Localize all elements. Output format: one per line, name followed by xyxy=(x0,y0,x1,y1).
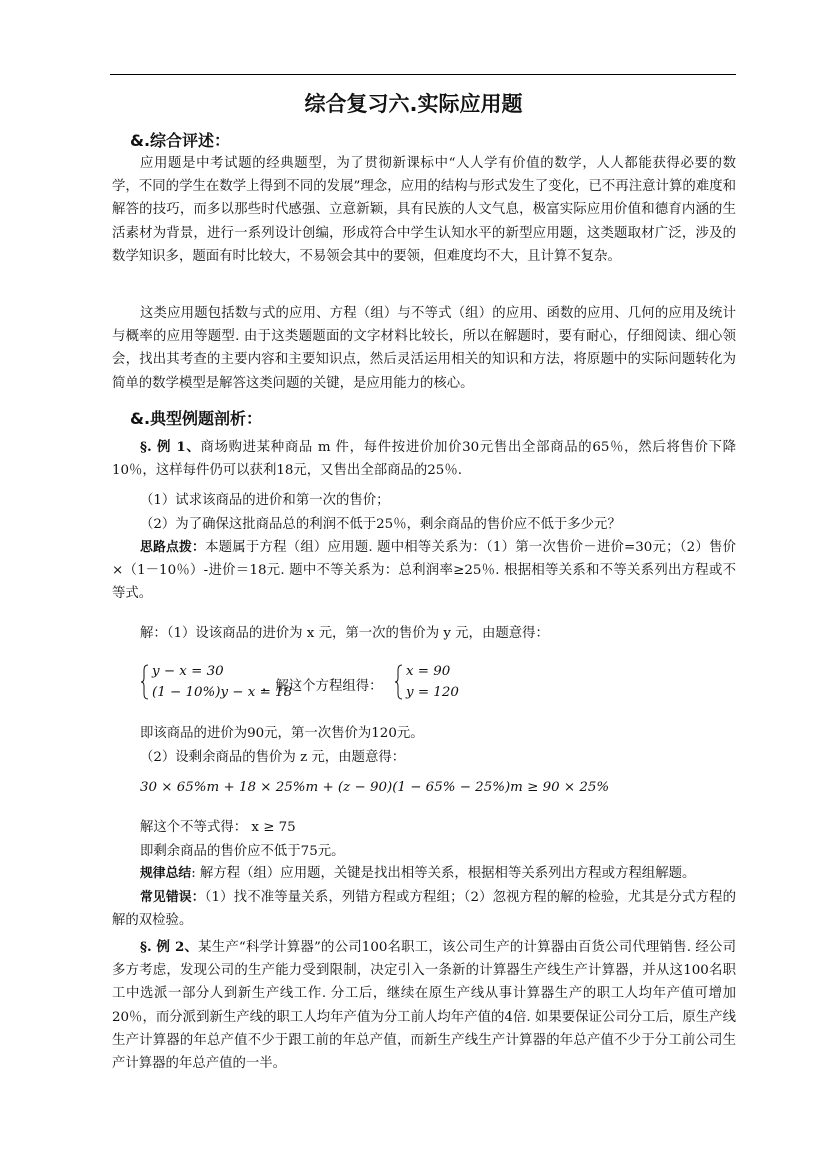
paragraph-overview-2: 这类应用题包括数与式的应用、方程（组）与不等式（组）的应用、函数的应用、几何的应用及统计与概率的应用等题型. 由于这类题题面的文字材料比较长，所以在解题时，要有耐心，仔细阅读、细心领会，找出其考查的主要内容和主要知识点，然后灵活运用相关的知识和方法，将原题中的实际问题转化为简单的数学模型是解答这类问题的关键，是应用能力的核心。 xyxy=(112,306,736,391)
system-1-equation-b: (1 − 10%)y − x = 18 xyxy=(152,685,293,700)
header-rule xyxy=(110,74,736,75)
rule-text: : 解方程（组）应用题，关键是找出相等关系，根据相等关系列出方程或方程组解题。 xyxy=(191,866,696,881)
paragraph-overview-1: 应用题是中考试题的经典题型，为了贯彻新课标中“人人学有价值的数学，人人都能获得必要的数学，不同的学生在数学上得到不同的发展”理念，应用的结构与形式发生了变化，已不再注意计算的难度和解答的技巧，而多以那些时代感强、立意新颖，具有民族的人文气息，极富实际应用价值和德育内涵的生活素材为背景，进行一系列设计创编，形成符合中学生认知水平的新型应用题，这类题取材广泛，涉及的数学知识多，题面有时比较大，不易领会其中的要领，但难度均不大，且计算不复杂。 xyxy=(112,156,736,264)
section-heading-overview: &.综合评述： xyxy=(130,131,231,150)
system-1-equation-a: y − x = 30 xyxy=(152,664,224,679)
example-1-question-1: （1）试求该商品的进价和第一次的售价； xyxy=(140,493,390,508)
common-errors xyxy=(112,886,736,932)
solution-line-3: （2）设剩余商品的售价为 z 元，由题意得： xyxy=(140,750,406,765)
rule-label: 规律总结 xyxy=(140,866,192,881)
left-brace-icon xyxy=(140,664,150,700)
hint-paragraph xyxy=(112,536,736,606)
solution-line-5: 即剩余商品的售价应不低于75元。 xyxy=(140,844,345,859)
errors-text: （1）找不准等量关系，列错方程或方程组；（2）忽视方程的解的检验，尤其是分式方程的解的双检验。 xyxy=(112,890,737,929)
page-title: 综合复习六.实际应用题 xyxy=(304,92,523,116)
errors-label: 常见错误： xyxy=(140,890,205,905)
hint-text: 本题属于方程（组）应用题. 题中相等关系为：（1）第一次售价－进价=30元；（2）售价×（1－10％）-进价＝18元. 题中不等关系为：总利润率≥25％. 根据相等关系和不等关系列出方程或不等式。 xyxy=(112,540,736,602)
example-1-statement xyxy=(112,436,736,482)
system-solve-text: ，解这个方程组得： xyxy=(262,679,383,694)
rule-summary xyxy=(112,862,736,885)
system-2-equation-b: y = 120 xyxy=(406,685,459,700)
example-2-label: §. 例 2、 xyxy=(140,939,199,955)
example-2-statement xyxy=(112,936,736,1075)
section-heading-examples: &.典型例题剖析： xyxy=(130,409,263,428)
inequality: 30 × 65%m + 18 × 25%m + (z − 90)(1 − 65% − 25%)m ≥ 90 × 25% xyxy=(140,780,610,795)
hint-label: 思路点拨： xyxy=(140,540,206,555)
example-1-text: 商场购进某种商品 m 件，每件按进价加价30元售出全部商品的65％，然后将售价下降10％，这样每件仍可以获利18元，又售出全部商品的25％. xyxy=(112,440,736,479)
solution-intro: 解：（1）设该商品的进价为 x 元，第一次的售价为 y 元，由题意得： xyxy=(140,626,549,641)
example-1-question-2: （2）为了确保这批商品总的利润不低于25％，剩余商品的售价应不低于多少元？ xyxy=(140,517,621,532)
example-1-label: §. 例 1、 xyxy=(140,439,201,455)
left-brace-icon xyxy=(394,664,404,700)
system-2-equation-a: x = 90 xyxy=(406,664,451,679)
solution-line-4: 解这个不等式得： x ≥ 75 xyxy=(140,820,296,835)
solution-line-2: 即该商品的进价为90元，第一次售价为120元。 xyxy=(140,726,424,741)
example-2-text: 某生产“科学计算器”的公司100名职工，该公司生产的计算器由百货公司代理销售. 经公司多方考虑，发现公司的生产能力受到限制，决定引入一条新的计算器生产线生产计算器，并从这100名职工中选派一部分人到新生产线工作. 分工后，继续在原生产线从事计算器生产的职工人均年产值可增加20％，而分派到新生产线的职工人均年产值为分工前人均年产值的4倍. 如果要保证公司分工后，原生产线生产计算器的年总产值不少于跟工前的年总产值，而新生产线生产计算器的年总产值不少于分工前公司生产计算器的年总产值的一半。 xyxy=(112,940,736,1072)
